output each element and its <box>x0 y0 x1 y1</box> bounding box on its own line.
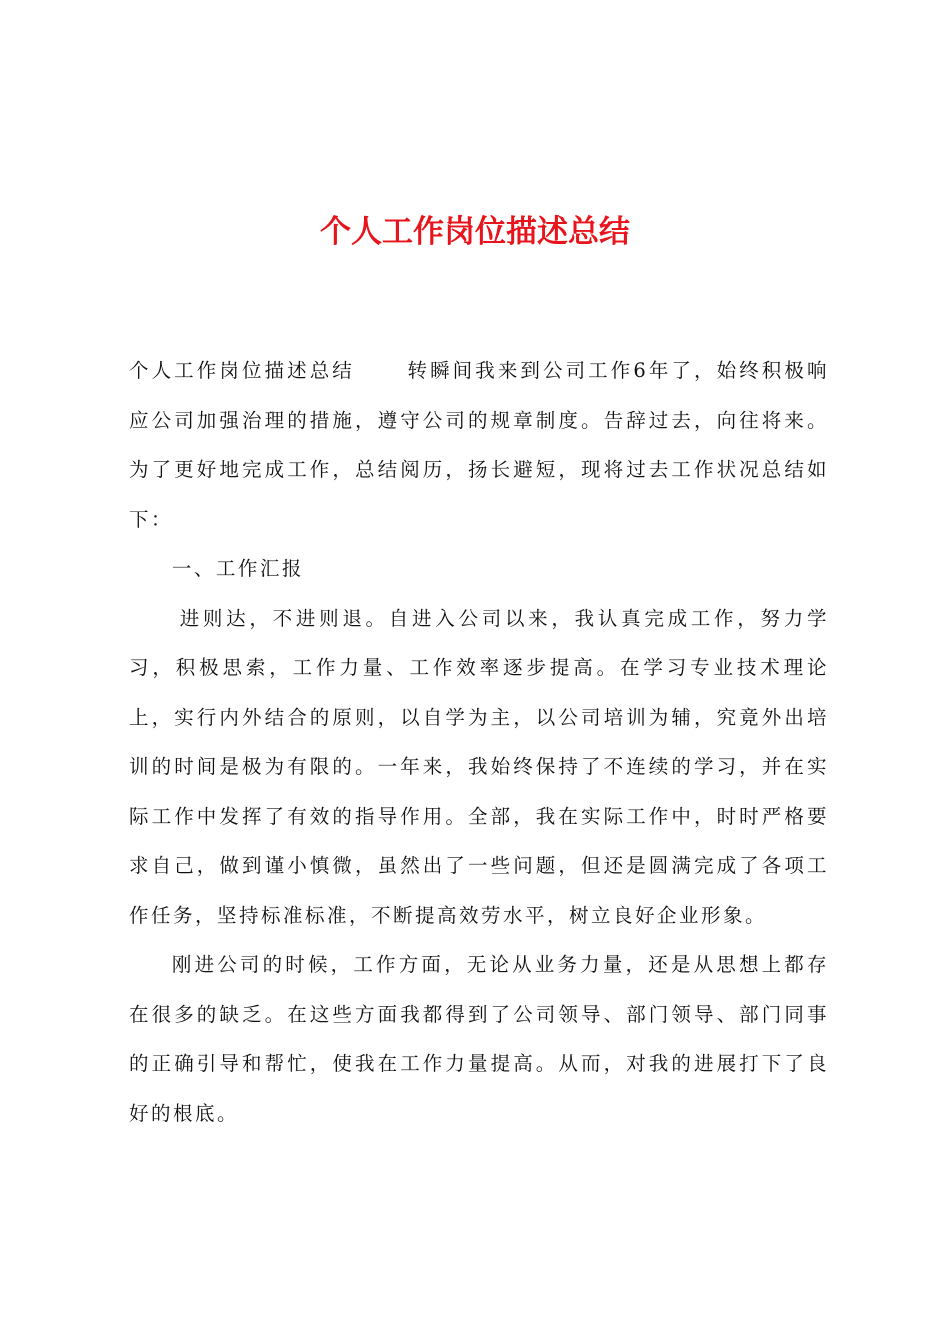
paragraph-1: 进则达，不进则退。自进入公司以来，我认真完成工作，努力学习，积极思索，工作力量、工作效率逐步提高。在学习专业技术理论上，实行内外结合的原则，以自学为主，以公司培训为辅，究竟外出培训的时间是极为有限的。一年来，我始终保持了不连续的学习，并在实际工作中发挥了有效的指导作用。全部，我在实际工作中，时时严格要求自己，做到谨小慎微，虽然出了一些问题，但还是圆满完成了各项工作任务，坚持标准标准，不断提高效劳水平，树立良好企业形象。 <box>129 606 829 927</box>
intro-paragraph <box>129 346 829 544</box>
paragraph-2: 刚进公司的时候，工作方面，无论从业务力量，还是从思想上都存在很多的缺乏。在这些方面我都得到了公司领导、部门领导、部门同事的正确引导和帮忙，使我在工作力量提高。从而，对我的进展打下了良好的根底。 <box>129 953 829 1125</box>
document-body <box>129 346 829 1138</box>
intro-body: 转瞬间我来到公司工作6年了，始终积极响应公司加强治理的措施，遵守公司的规章制度。告辞过去，向往将来。为了更好地完成工作，总结阅历，扬长避短，现将过去工作状况总结如下： <box>129 359 829 531</box>
document-title: 个人工作岗位描述总结 <box>320 214 630 250</box>
section-heading: 一、工作汇报 <box>171 557 304 580</box>
intro-lead: 个人工作岗位描述总结 <box>129 359 355 382</box>
